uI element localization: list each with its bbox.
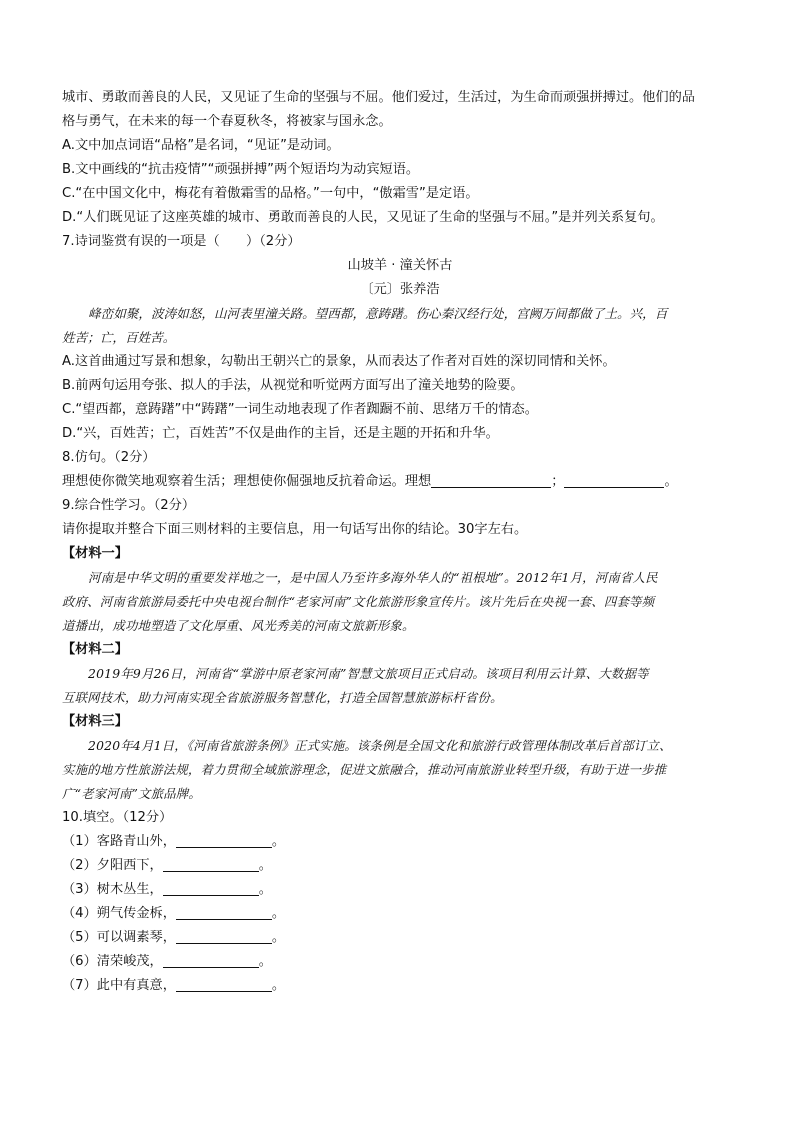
q6-option-d: D.“人们既见证了这座英雄的城市、勇敢而善良的人民，又见证了生命的坚强与不屈。”是并列关系复句。 [62,210,664,225]
q10-blank[interactable] [176,832,272,848]
q10-item [62,950,738,974]
passage-line: 格与勇气，在未来的每一个春夏秋冬，将被家与国永念。 [62,114,392,129]
q8-stem: 8.仿句。（2分） [62,450,156,465]
q10-item-text: （3）树木丛生， [62,882,163,897]
q8-text: 理想使你微笑地观察着生活；理想使你倔强地反抗着命运。理想 [62,474,432,489]
q10-blank[interactable] [176,928,272,944]
material-1-text: 政府、河南省旅游局委托中央电视台制作“老家河南”文化旅游形象宣传片。该片先后在央视一套、四套等频 [62,594,655,609]
q8-separator: ； [551,474,565,489]
q10-blank[interactable] [163,856,259,872]
q10-item-end: 。 [258,954,272,969]
q9-instruction: 请你提取并整合下面三则材料的主要信息，用一句话写出你的结论。30字左右。 [62,522,528,537]
material-3-text: 实施的地方性旅游法规，着力贯彻全域旅游理念，促进文旅融合，推动河南旅游业转型升级，有助于进一步推 [62,762,667,777]
material-1-heading: 【材料一】 [62,546,128,561]
material-1-text: 道播出，成功地塑造了文化厚重、风光秀美的河南文旅新形象。 [62,618,415,633]
q10-item [62,974,738,998]
material-3-heading: 【材料三】 [62,714,128,729]
q7-option-c: C.“望西都，意踌躇”中“踌躇”一词生动地表现了作者踟蹰不前、思绪万千的情态。 [62,402,538,417]
q7-stem: 7.诗词鉴赏有误的一项是（ ）（2分） [62,234,301,249]
material-2-text: 2019年9月26日，河南省“掌游中原老家河南”智慧文旅项目正式启动。该项目利用云计算、大数据等 [88,666,649,681]
q10-item [62,854,738,878]
q10-item [62,902,738,926]
q10-item-end: 。 [271,978,286,993]
q10-item-text: （4）朔气传金柝， [62,906,176,921]
poem-title: 山坡羊 · 潼关怀古 [347,258,453,273]
q8-end: 。 [664,474,678,489]
q7-option-a: A.这首曲通过写景和想象，勾勒出王朝兴亡的景象，从而表达了作者对百姓的深切同情和关怀。 [62,354,616,369]
exam-page [62,86,738,998]
q10-item-text: （5）可以调素琴， [62,930,176,945]
material-3-text: 2020年4月1日，《河南省旅游条例》正式实施。该条例是全国文化和旅游行政管理体制改革后首部订立、 [88,738,672,753]
passage-line: 城市、勇敢而善良的人民，又见证了生命的坚强与不屈。他们爱过，生活过，为生命而顽强拼搏过。他们的品 [62,90,695,105]
q10-item-text: （1）客路青山外， [62,834,176,849]
q10-item-text: （2）夕阳西下， [62,858,163,873]
poem-text: 峰峦如聚，波涛如怒，山河表里潼关路。望西都，意踌躇。伤心秦汉经行处，宫阙万间都做了土。兴，百 [88,306,668,321]
q10-item-end: 。 [258,882,272,897]
q10-stem: 10.填空。（12分） [62,810,173,825]
material-2-text: 互联网技术，助力河南实现全省旅游服务智慧化，打造全国智慧旅游标杆省份。 [62,690,503,705]
material-1-text: 河南是中华文明的重要发祥地之一，是中国人乃至许多海外华人的“祖根地”。2012年1月，河南省人民 [88,570,658,585]
q10-item [62,830,738,854]
q6-option-c: C.“在中国文化中，梅花有着傲霜雪的品格。”一句中，“傲霜雪”是定语。 [62,186,479,201]
q6-option-b: B.文中画线的“抗击疫情”“顽强拼搏”两个短语均为动宾短语。 [62,162,420,177]
poem-author: 〔元〕张养浩 [360,282,440,297]
q8-prompt [62,470,738,494]
q7-option-b: B.前两句运用夸张、拟人的手法，从视觉和听觉两方面写出了潼关地势的险要。 [62,378,524,393]
q10-item-end: 。 [271,930,286,945]
q10-item-end: 。 [271,834,286,849]
q8-blank-1[interactable] [431,472,551,488]
q10-item-end: 。 [258,858,272,873]
q10-item [62,926,738,950]
q10-blank[interactable] [176,976,272,992]
q10-blank[interactable] [163,880,259,896]
q10-item-text: （7）此中有真意， [62,978,176,993]
poem-text: 姓苦；亡，百姓苦。 [62,330,176,345]
q10-blank[interactable] [176,904,272,920]
q6-option-a: A.文中加点词语“品格”是名词，“见证”是动词。 [62,138,340,153]
q10-item-end: 。 [271,906,286,921]
q10-item-text: （6）清荣峻茂， [62,954,163,969]
material-3-text: 广“老家河南”文旅品牌。 [62,786,201,801]
q10-item [62,878,738,902]
q7-option-d: D.“兴，百姓苦；亡，百姓苦”不仅是曲作的主旨，还是主题的开拓和升华。 [62,426,499,441]
q8-blank-2[interactable] [564,472,664,488]
q9-stem: 9.综合性学习。（2分） [62,498,196,513]
q10-blank[interactable] [163,952,259,968]
material-2-heading: 【材料二】 [62,642,128,657]
